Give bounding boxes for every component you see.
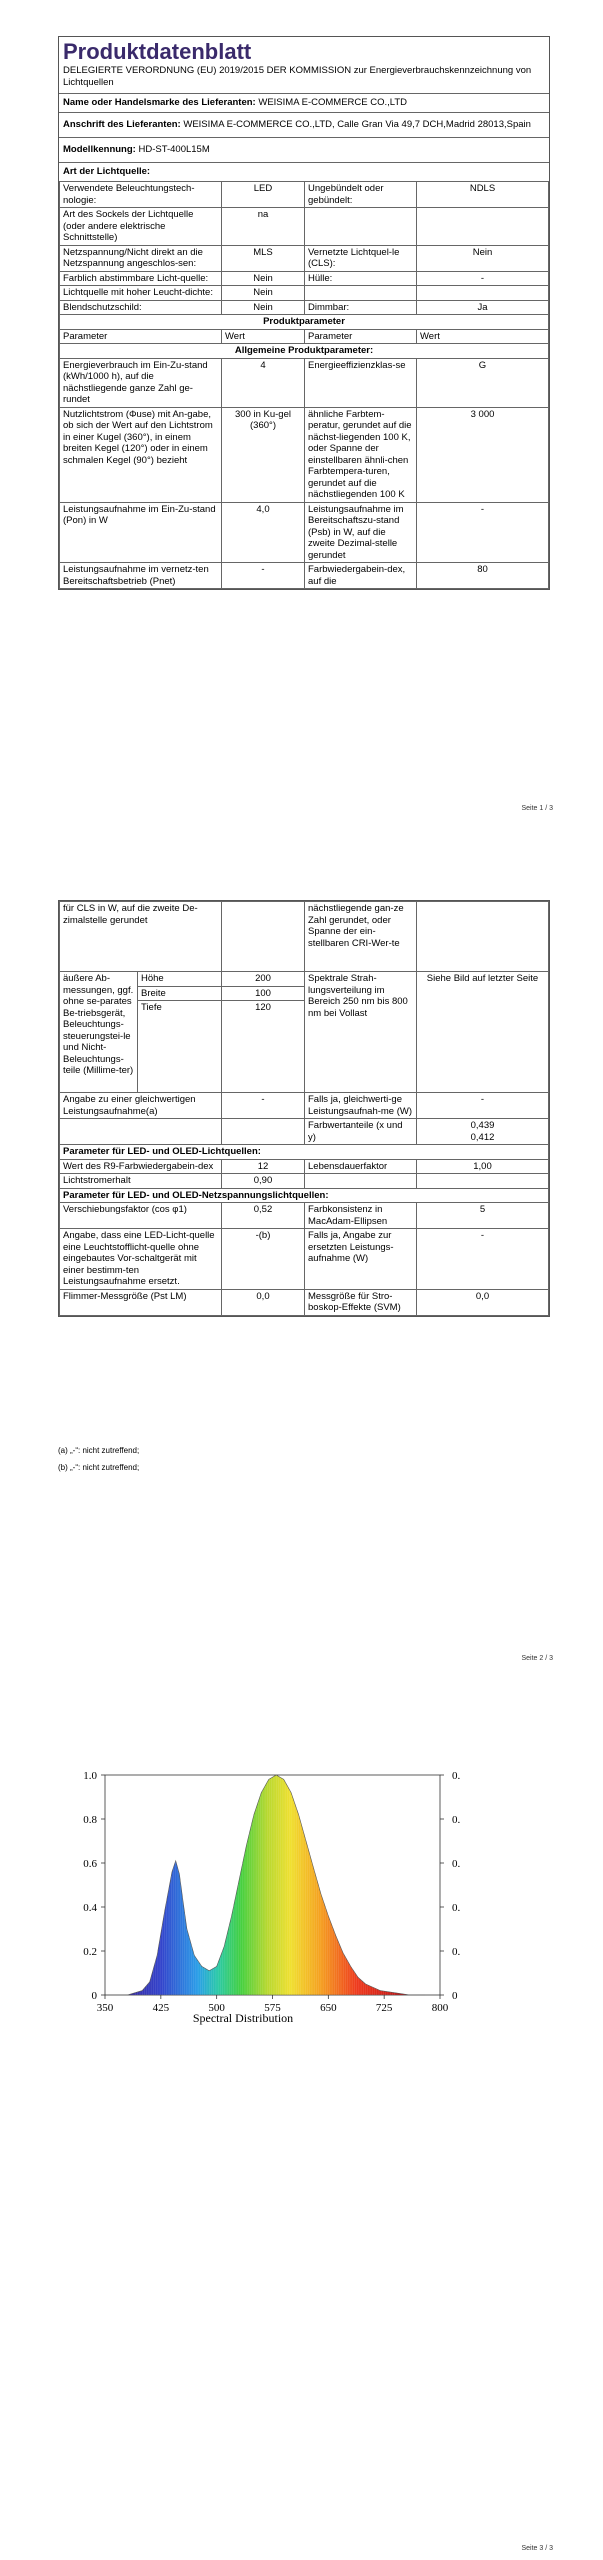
flicker-value: 0,0	[222, 1289, 305, 1315]
table-row	[60, 245, 549, 271]
table-row	[60, 208, 549, 246]
power-label: Leistungsaufnahme im Ein-Zu-stand (Pon) in W	[60, 502, 222, 563]
params-table-continued	[59, 901, 549, 1316]
supplier-name-value: WEISIMA E-COMMERCE CO.,LTD	[258, 97, 408, 108]
y-tick-label: 0.6	[83, 1858, 97, 1870]
page-2	[0, 880, 603, 1700]
cap-label: Art des Sockels der Lichtquelle (oder andere elektrische Schnittstelle)	[60, 208, 222, 246]
table-row	[60, 1229, 549, 1290]
right-tick-label: 0.	[452, 1814, 461, 1826]
page-3	[0, 1720, 603, 2560]
depth-value: 120	[222, 1001, 305, 1093]
energy-label: Energieverbrauch im Ein-Zu-stand (kWh/1000 h), auf die nächstliegende ganze Zahl ge-rundet	[60, 358, 222, 407]
consistency-value: 5	[417, 1203, 549, 1229]
flicker-label: Flimmer-Messgröße (Pst LM)	[60, 1289, 222, 1315]
cct-label: ähnliche Farbtem-peratur, gerundet auf die nächst-liegenden 100 K, oder Spanne der einstellbaren ähnli-chen Farbtempera-turen, gerundet auf die nächstliegenden 100 K	[305, 407, 417, 502]
lightsource-heading: Art der Lichtquelle:	[59, 162, 549, 181]
cri-value: 80	[417, 563, 549, 589]
table-row	[60, 1119, 549, 1145]
x-tick-label: 575	[264, 2002, 281, 2014]
dimensions-label: äußere Ab-messungen, ggf. ohne se-parates Be-triebsgerät, Beleuchtungs-steuerungstei-le und Nicht-Beleuchtungs-teile (Millime-ter)	[60, 972, 138, 1093]
net-standby-value: -	[222, 563, 305, 589]
depth-label: Tiefe	[138, 1001, 222, 1093]
replace-power-label: Falls ja, Angabe zur ersetzten Leistungs-aufnahme (W)	[305, 1229, 417, 1290]
color-value: Nein	[222, 271, 305, 286]
right-tick-label: 0	[452, 1990, 458, 2002]
footnote-a: (a) „-“: nicht zutreffend;	[58, 1446, 140, 1455]
equiv-power-value: -	[417, 1093, 549, 1119]
right-tick-label: 0.	[452, 1770, 461, 1782]
unbundled-value: NDLS	[417, 182, 549, 208]
cri-label-cont: nächstliegende gan-ze Zahl gerundet, oder Spanne der ein-stellbaren CRI-Wer-te	[305, 902, 417, 972]
page-number-3: Seite 3 / 3	[521, 2545, 553, 2552]
power-value: 4,0	[222, 502, 305, 563]
table-row	[60, 407, 549, 502]
lifetime-label: Lebensdauerfaktor	[305, 1159, 417, 1174]
x-tick-label: 800	[431, 2002, 449, 2014]
connected-label: Vernetzte Lichtquel-le (CLS):	[305, 245, 417, 271]
standby-value: -	[417, 502, 549, 563]
datasheet-frame-1	[58, 36, 550, 590]
page-title: Produktdatenblatt	[63, 39, 252, 64]
led-params-heading: Parameter für LED- und OLED-Lichtquellen:	[60, 1145, 549, 1160]
mains-value: MLS	[222, 245, 305, 271]
color-label: Farblich abstimmbare Licht-quelle:	[60, 271, 222, 286]
net-standby-label: Leistungsaufnahme im vernetz-ten Bereitschaftsbetrieb (Pnet)	[60, 563, 222, 589]
equiv-power-label: Falls ja, gleichwerti-ge Leistungsaufnah-me (W)	[305, 1093, 417, 1119]
page-1	[0, 0, 603, 820]
col-value-2: Wert	[417, 329, 549, 344]
replace-power-value: -	[417, 1229, 549, 1290]
page-number-2: Seite 2 / 3	[521, 1655, 553, 1662]
col-param-1: Parameter	[60, 329, 222, 344]
table-row	[60, 972, 549, 987]
table-row	[60, 300, 549, 315]
table-row	[60, 358, 549, 407]
right-tick-label: 0.	[452, 1858, 461, 1870]
y-tick-label: 0.8	[83, 1814, 97, 1826]
pf-label: Verschiebungsfaktor (cos φ1)	[60, 1203, 222, 1229]
pf-value: 0,52	[222, 1203, 305, 1229]
table-row	[60, 1289, 549, 1315]
supplier-name-label: Name oder Handelsmarke des Lieferanten:	[63, 97, 256, 108]
height-label: Höhe	[138, 972, 222, 987]
luminance-value: Nein	[222, 286, 305, 301]
spd-label: Spektrale Strah-lungsverteilung im Bereich 250 nm bis 800 nm bei Vollast	[305, 972, 417, 1093]
stroboscopic-value: 0,0	[417, 1289, 549, 1315]
mains-label: Netzspannung/Nicht direkt an die Netzspannung angeschlos-sen:	[60, 245, 222, 271]
table-row	[60, 1093, 549, 1119]
lightsource-table	[59, 181, 549, 589]
spd-value: Siehe Bild auf letzter Seite	[417, 972, 549, 1093]
shield-label: Blendschutzschild:	[60, 300, 222, 315]
class-value: G	[417, 358, 549, 407]
x-tick-label: 425	[152, 2002, 170, 2014]
y-tick-label: 0.4	[83, 1902, 97, 1914]
dimmable-label: Dimmbar:	[305, 300, 417, 315]
cct-value: 3 000	[417, 407, 549, 502]
envelope-value: -	[417, 271, 549, 286]
luminance-label: Lichtquelle mit hoher Leucht-dichte:	[60, 286, 222, 301]
connected-value: Nein	[417, 245, 549, 271]
supplier-address-row	[59, 112, 549, 137]
width-label: Breite	[138, 986, 222, 1001]
consistency-label: Farbkonsistenz in MacAdam-Ellipsen	[305, 1203, 417, 1229]
right-tick-label: 0.	[452, 1902, 461, 1914]
tech-label: Verwendete Beleuchtungstech-nologie:	[60, 182, 222, 208]
flux-label: Nutzlichtstrom (Φuse) mit An-gabe, ob sich der Wert auf den Lichtstrom in einer Kugel (360°), in einem breiten Kegel (120°) oder in einem schmalen Kegel (90°) bezieht	[60, 407, 222, 502]
supplier-address-value: WEISIMA E-COMMERCE CO.,LTD, Calle Gran Via 49,7 DCH,Madrid 28013,Spain	[183, 119, 531, 130]
model-row	[59, 137, 549, 162]
chroma-label: Farbwertanteile (x und y)	[305, 1119, 417, 1145]
regulation-text: DELEGIERTE VERORDNUNG (EU) 2019/2015 DER KOMMISSION zur Energieverbrauchskennzeichnung von Lichtquellen	[63, 65, 532, 88]
cri-label: Farbwiedergabein-dex, auf die	[305, 563, 417, 589]
model-label: Modellkennung:	[63, 144, 136, 155]
table-row	[60, 1174, 549, 1189]
class-label: Energieeffizienzklas-se	[305, 358, 417, 407]
x-tick-label: 500	[208, 2002, 225, 2014]
maintenance-value: 0,90	[222, 1174, 305, 1189]
x-tick-label: 725	[375, 2002, 393, 2014]
spectral-distribution-chart	[0, 1730, 603, 2030]
height-value: 200	[222, 972, 305, 987]
shield-value: Nein	[222, 300, 305, 315]
params-heading: Produktparameter	[60, 315, 549, 330]
equiv-value: -	[222, 1093, 305, 1119]
x-tick-label: 350	[96, 2002, 114, 2014]
table-row	[60, 1159, 549, 1174]
equiv-label: Angabe zu einer gleichwertigen Leistungsaufnahme(a)	[60, 1093, 222, 1119]
general-params-heading: Allgemeine Produktparameter:	[60, 344, 549, 359]
replace-value: -(b)	[222, 1229, 305, 1290]
cap-value: na	[222, 208, 305, 246]
y-tick-label: 0	[91, 1990, 97, 2002]
tech-value: LED	[222, 182, 305, 208]
supplier-address-label: Anschrift des Lieferanten:	[63, 119, 181, 130]
right-tick-label: 0.	[452, 1946, 461, 1958]
model-value: HD-ST-400L15M	[138, 144, 210, 155]
r9-value: 12	[222, 1159, 305, 1174]
standby-label: Leistungsaufnahme im Bereitschaftszu-stand (Psb) in W, auf die zweite Dezimal-stelle gerundet	[305, 502, 417, 563]
datasheet-frame-2	[58, 900, 550, 1317]
dimmable-value: Ja	[417, 300, 549, 315]
x-tick-label: 650	[320, 2002, 337, 2014]
r9-label: Wert des R9-Farbwiedergabein-dex	[60, 1159, 222, 1174]
table-row	[60, 563, 549, 589]
y-tick-label: 0.2	[83, 1946, 97, 1958]
col-param-2: Parameter	[305, 329, 417, 344]
lifetime-value: 1,00	[417, 1159, 549, 1174]
maintenance-label: Lichtstromerhalt	[60, 1174, 222, 1189]
table-row	[60, 271, 549, 286]
table-row	[60, 502, 549, 563]
table-row	[60, 182, 549, 208]
chroma-x-value: 0,439	[470, 1120, 495, 1131]
stroboscopic-label: Messgröße für Stro-boskop-Effekte (SVM)	[305, 1289, 417, 1315]
net-standby-label-cont: für CLS in W, auf die zweite De-zimalstelle gerundet	[60, 902, 222, 972]
envelope-label: Hülle:	[305, 271, 417, 286]
table-row	[60, 286, 549, 301]
footnote-b: (b) „-“: nicht zutreffend;	[58, 1463, 140, 1472]
x-axis-label: Spectral Distribution	[192, 2011, 294, 2025]
flux-value: 300 in Ku-gel (360°)	[222, 407, 305, 502]
y-tick-label: 1.0	[83, 1770, 97, 1782]
replace-label: Angabe, dass eine LED-Licht-quelle eine Leuchtstofflicht-quelle ohne eingebautes Vor-schaltgerät mit einer bestimm-ten Leistungsaufnahme ersetzt.	[60, 1229, 222, 1290]
page-number-1: Seite 1 / 3	[521, 805, 553, 812]
width-value: 100	[222, 986, 305, 1001]
mains-params-heading: Parameter für LED- und OLED-Netzspannungslichtquellen:	[60, 1188, 549, 1203]
col-value-1: Wert	[222, 329, 305, 344]
unbundled-label: Ungebündelt oder gebündelt:	[305, 182, 417, 208]
supplier-name-row	[59, 93, 549, 112]
energy-value: 4	[222, 358, 305, 407]
table-row	[60, 1203, 549, 1229]
table-row	[60, 902, 549, 972]
table-header-row	[60, 329, 549, 344]
chroma-y-value: 0,412	[470, 1131, 495, 1143]
